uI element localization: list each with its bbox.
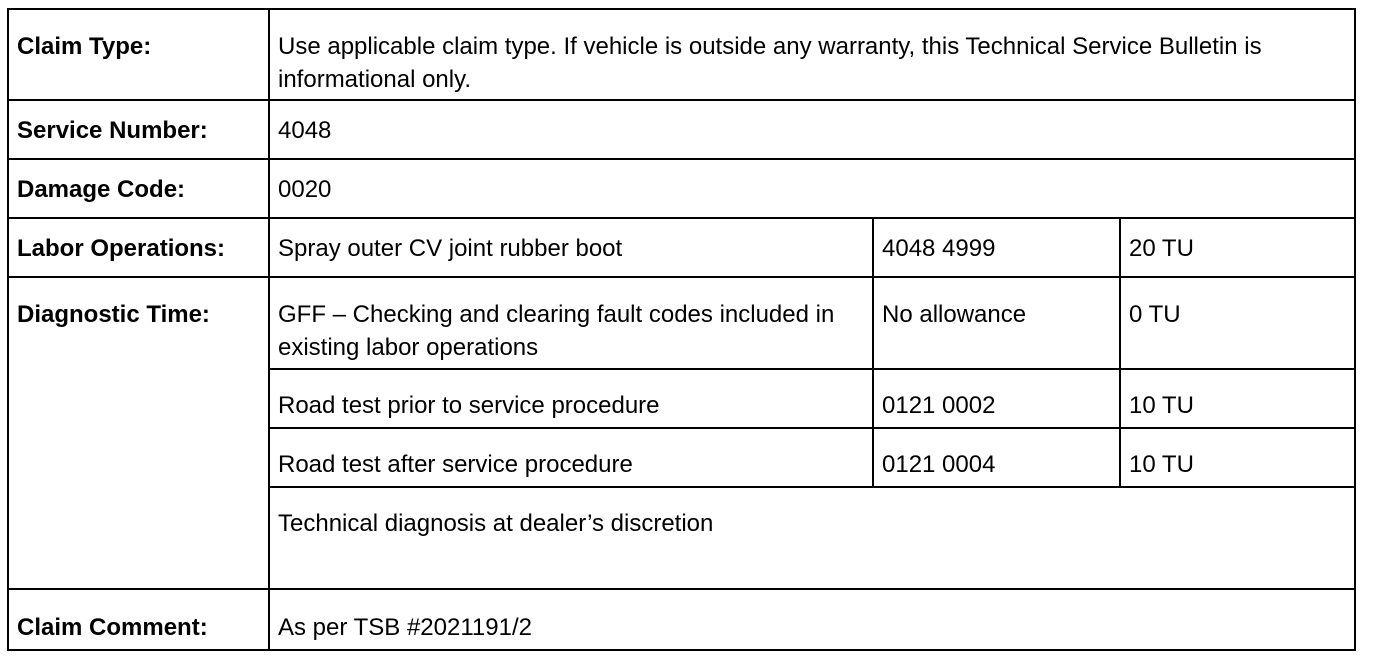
claim-type-value: Use applicable claim type. If vehicle is outside any warranty, this Technical Service Bulletin is informational only. <box>269 9 1355 100</box>
claim-comment-value: As per TSB #2021191/2 <box>269 589 1355 650</box>
damage-code-value: 0020 <box>269 159 1355 218</box>
diagnostic-code: No allowance <box>873 277 1120 369</box>
diagnostic-code: 0121 0004 <box>873 428 1120 487</box>
claim-comment-row <box>8 589 1355 650</box>
diagnostic-time-value: 10 TU <box>1120 369 1355 428</box>
diagnostic-time-value: 10 TU <box>1120 428 1355 487</box>
service-number-label: Service Number: <box>8 100 269 159</box>
labor-operation-code: 4048 4999 <box>873 218 1120 277</box>
labor-operation-description: Spray outer CV joint rubber boot <box>269 218 873 277</box>
labor-operations-label: Labor Operations: <box>8 218 269 277</box>
labor-operations-row <box>8 218 1355 277</box>
diagnostic-description: Road test after service procedure <box>269 428 873 487</box>
diagnostic-note: Technical diagnosis at dealer’s discretion <box>269 487 1355 589</box>
claim-type-row <box>8 9 1355 100</box>
diagnostic-time-label: Diagnostic Time: <box>8 277 269 589</box>
diagnostic-time-row <box>8 277 1355 369</box>
claim-type-label: Claim Type: <box>8 9 269 100</box>
claim-comment-label: Claim Comment: <box>8 589 269 650</box>
damage-code-row <box>8 159 1355 218</box>
diagnostic-description: GFF – Checking and clearing fault codes included in existing labor operations <box>269 277 873 369</box>
diagnostic-code: 0121 0002 <box>873 369 1120 428</box>
damage-code-label: Damage Code: <box>8 159 269 218</box>
labor-operation-time: 20 TU <box>1120 218 1355 277</box>
diagnostic-time-value: 0 TU <box>1120 277 1355 369</box>
service-number-row <box>8 100 1355 159</box>
service-number-value: 4048 <box>269 100 1355 159</box>
warranty-claim-table <box>7 8 1356 651</box>
diagnostic-description: Road test prior to service procedure <box>269 369 873 428</box>
